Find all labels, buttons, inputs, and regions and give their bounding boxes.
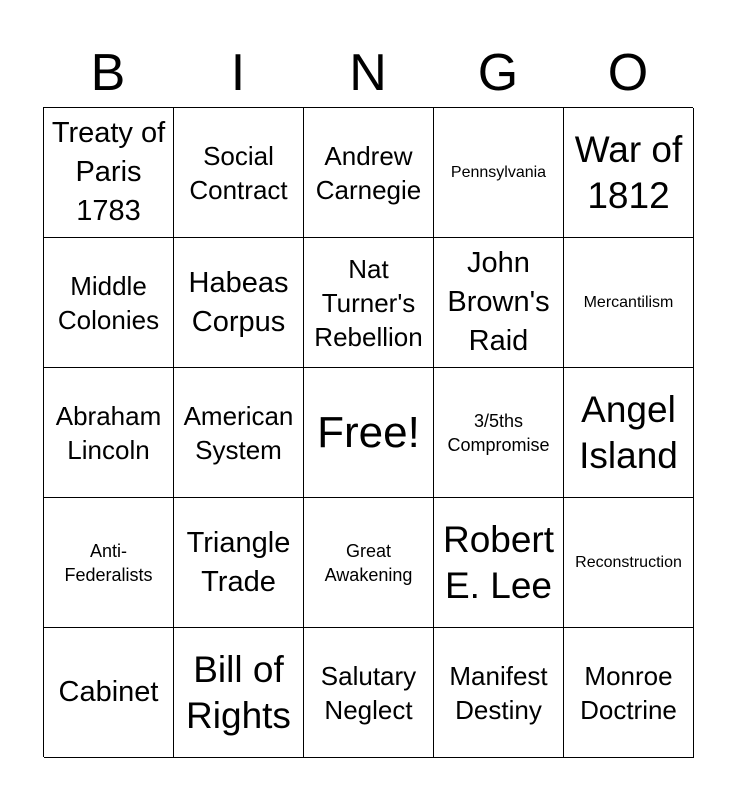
cell-label: 3/5ths Compromise xyxy=(447,410,550,455)
bingo-cell-r2-c2[interactable] xyxy=(174,238,304,368)
bingo-cell-r3-c4[interactable] xyxy=(434,368,564,498)
bingo-cell-free[interactable] xyxy=(304,368,434,498)
bingo-cell-r5-c1[interactable] xyxy=(44,628,174,758)
bingo-cell-r4-c5[interactable] xyxy=(564,498,694,628)
bingo-cell-r3-c2[interactable] xyxy=(174,368,304,498)
bingo-cell-r2-c4[interactable] xyxy=(434,238,564,368)
cell-label: Treaty of Paris 1783 xyxy=(51,117,166,227)
cell-label: Salutary Neglect xyxy=(320,660,417,725)
cell-label: War of 1812 xyxy=(574,128,683,216)
bingo-cell-r5-c2[interactable] xyxy=(174,628,304,758)
bingo-board xyxy=(43,107,693,757)
bingo-cell-r2-c5[interactable] xyxy=(564,238,694,368)
bingo-cell-r1-c2[interactable] xyxy=(174,108,304,238)
bingo-header xyxy=(43,40,693,106)
bingo-cell-r4-c4[interactable] xyxy=(434,498,564,628)
cell-label: Triangle Trade xyxy=(186,526,291,598)
bingo-cell-r5-c5[interactable] xyxy=(564,628,694,758)
header-letter-o: O xyxy=(607,44,649,102)
cell-label: Reconstruction xyxy=(575,553,682,571)
cell-label: Robert E. Lee xyxy=(442,518,555,606)
cell-label: Middle Colonies xyxy=(57,270,160,335)
bingo-cell-r3-c1[interactable] xyxy=(44,368,174,498)
cell-label: Monroe Doctrine xyxy=(580,660,677,725)
bingo-cell-r5-c4[interactable] xyxy=(434,628,564,758)
bingo-cell-r4-c2[interactable] xyxy=(174,498,304,628)
header-letter-i: I xyxy=(230,44,246,102)
bingo-cell-r2-c1[interactable] xyxy=(44,238,174,368)
cell-label: Social Contract xyxy=(189,140,288,205)
bingo-cell-r1-c3[interactable] xyxy=(304,108,434,238)
cell-label: Angel Island xyxy=(579,388,678,476)
bingo-cell-r4-c3[interactable] xyxy=(304,498,434,628)
bingo-cell-r2-c3[interactable] xyxy=(304,238,434,368)
cell-label: Manifest Destiny xyxy=(449,660,548,725)
cell-label: Pennsylvania xyxy=(450,163,547,181)
cell-label: Bill of Rights xyxy=(186,648,291,736)
cell-label: Habeas Corpus xyxy=(188,266,289,338)
cell-label: Great Awakening xyxy=(324,540,413,585)
bingo-cell-r1-c5[interactable] xyxy=(564,108,694,238)
free-space-label: Free! xyxy=(317,407,420,457)
cell-label: American System xyxy=(183,400,294,465)
cell-label: Andrew Carnegie xyxy=(315,140,422,205)
header-letter-g: G xyxy=(477,44,519,102)
cell-label: Nat Turner's Rebellion xyxy=(314,253,423,352)
bingo-cell-r5-c3[interactable] xyxy=(304,628,434,758)
header-letter-n: N xyxy=(349,44,387,102)
bingo-cell-r3-c5[interactable] xyxy=(564,368,694,498)
cell-label: Cabinet xyxy=(58,676,159,708)
cell-label: Abraham Lincoln xyxy=(55,400,162,465)
header-letter-b: B xyxy=(90,44,126,102)
cell-label: Mercantilism xyxy=(583,293,674,311)
bingo-cell-r1-c4[interactable] xyxy=(434,108,564,238)
bingo-cell-r1-c1[interactable] xyxy=(44,108,174,238)
cell-label: John Brown's Raid xyxy=(447,247,550,357)
bingo-cell-r4-c1[interactable] xyxy=(44,498,174,628)
cell-label: Anti-Federalists xyxy=(64,540,153,585)
